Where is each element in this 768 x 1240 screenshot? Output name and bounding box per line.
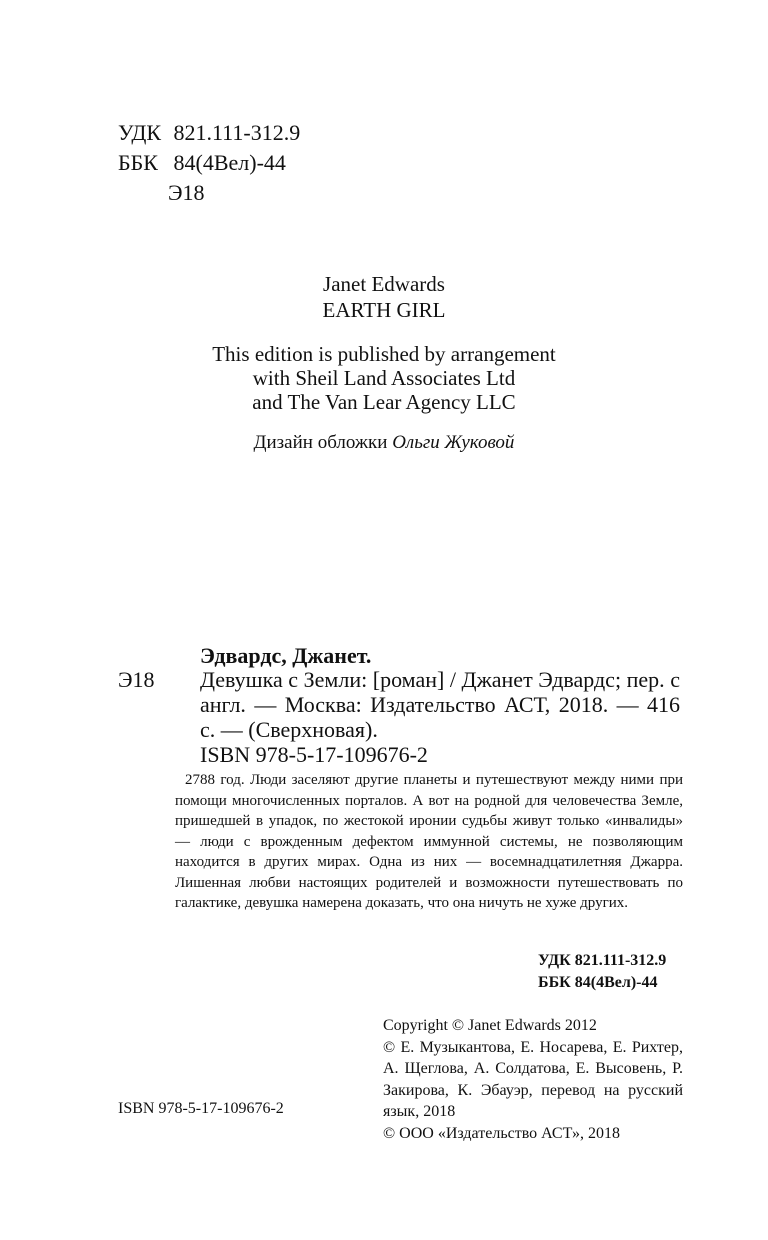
edition-notice — [0, 342, 768, 414]
top-classification-codes — [118, 118, 300, 208]
udk-label: УДК — [118, 120, 162, 145]
annotation: 2788 год. Люди заселяют другие планеты и путешествуют между ними при помощи многочисленных порталов. А вот на родной для человечества Земле, пришедшей в упадок, по жестокой иронии судьбы живут только «инвалиды» — люди с врожденным дефектом иммунной системы, не позволяющим находится в других мирах. Одна из них — восемнадцатилетняя Джарра. Лишенная любви настоящих родителей и возможности путешествовать по галактике, девушка намерена доказать, что она ничуть не хуже других. — [175, 772, 683, 911]
bottom-bbk: ББК 84(4Вел)-44 — [538, 974, 658, 991]
bbk-value: 84(4Вел)-44 — [173, 150, 286, 175]
bottom-classification-codes — [538, 950, 666, 994]
copyright-line: Copyright © Janet Edwards 2012 — [383, 1017, 597, 1034]
isbn-bottom: ISBN 978-5-17-109676-2 — [118, 1100, 284, 1117]
cover-design-label: Дизайн обложки — [253, 432, 388, 453]
cover-design-credit — [0, 432, 768, 454]
bibliographic-author-heading: Эдвардс, Джанет. — [200, 643, 372, 668]
copyright-line: © ООО «Издательство АСТ», 2018 — [383, 1124, 620, 1142]
bottom-udk: УДК 821.111-312.9 — [538, 952, 667, 969]
copyright-line: © Е. Музыкантова, Е. Носарева, Е. Рихтер, А. Щеглова, А. Солдатова, Е. Высовень, Р. Закирова, К. Эбауэр, перевод на русский язык, 2018 — [383, 1038, 683, 1120]
udk-row — [118, 118, 300, 148]
bibliographic-description: Девушка с Земли: [роман] / Джанет Эдвардс; пер. с англ. — Москва: Издательство АСТ, 2018. — 416 с. — (Сверхновая). — [200, 667, 680, 742]
udk-value: 821.111-312.9 — [173, 120, 301, 145]
edition-line: This edition is published by arrangement — [212, 342, 556, 366]
edition-line: and The Van Lear Agency LLC — [252, 390, 516, 414]
author-mark: Э18 — [168, 180, 205, 205]
bibliographic-author-mark: Э18 — [118, 667, 155, 692]
edition-line: with Sheil Land Associates Ltd — [252, 366, 516, 390]
bibliographic-isbn: ISBN 978-5-17-109676-2 — [200, 742, 428, 767]
cover-designer-name: Ольги Жуковой — [392, 432, 515, 453]
original-title: EARTH GIRL — [322, 298, 446, 322]
original-author: Janet Edwards — [323, 272, 445, 296]
bbk-label: ББК — [118, 150, 158, 175]
bbk-row — [118, 148, 300, 178]
copyright-block — [383, 1015, 683, 1144]
